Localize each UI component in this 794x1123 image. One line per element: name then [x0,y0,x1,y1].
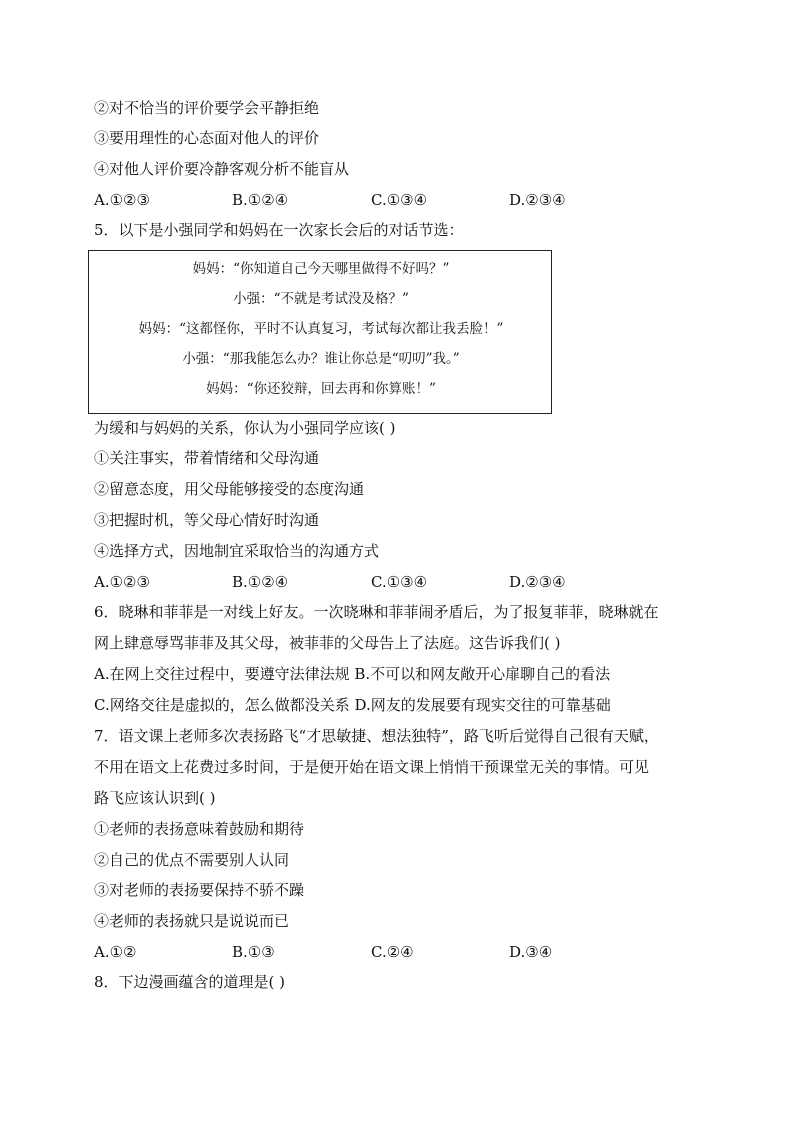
dialogue-line-4: 小强：“那我能怎么办？谁让你总是“叨叨”我。” [182,351,460,367]
q5-question: 为缓和与妈妈的关系，你认为小强同学应该( ) [94,419,396,437]
dialogue-line-5: 妈妈：“你还狡辩，回去再和你算账！” [206,381,436,397]
q4-option-b: B.①②④ [232,191,289,209]
q5-item-3: ③把握时机，等父母心情好时沟通 [94,511,320,529]
q7-option-c: C.②④ [371,943,414,961]
q5-option-b: B.①②④ [232,573,289,591]
dialogue-line-1: 妈妈：“你知道自己今天哪里做得不好吗？” [192,261,450,277]
q4-item-3: ③要用理性的心态面对他人的评价 [94,129,320,147]
q4-option-c: C.①③④ [371,191,428,209]
q5-item-4: ④选择方式，因地制宜采取恰当的沟通方式 [94,542,380,560]
q4-option-a: A.①②③ [94,191,150,209]
q6-stem-line-1: 6．晓琳和菲菲是一对线上好友。一次晓琳和菲菲闹矛盾后，为了报复菲菲，晓琳就在 [94,603,659,621]
q7-stem-line-2: 不用在语文上花费过多时间，于是便开始在语文课上悄悄干预课堂无关的事情。可见 [94,758,650,776]
q5-stem: 5．以下是小强同学和妈妈在一次家长会后的对话节选： [94,221,464,239]
q7-item-1: ①老师的表扬意味着鼓励和期待 [94,820,305,838]
q7-item-2: ②自己的优点不需要别人认同 [94,851,290,869]
q5-item-2: ②留意态度，用父母能够接受的态度沟通 [94,480,365,498]
dialogue-line-3: 妈妈：“这都怪你，平时不认真复习，考试每次都让我丢脸！” [138,321,504,337]
q4-item-4: ④对他人评价要冷静客观分析不能盲从 [94,160,350,178]
q7-option-b: B.①③ [232,943,275,961]
q7-stem-line-3: 路飞应该认识到( ) [94,789,216,807]
q6-option-line-1: A.在网上交往过程中，要遵守法律法规 B.不可以和网友敞开心扉聊自己的看法 [94,665,611,683]
q8-stem: 8．下边漫画蕴含的道理是( ) [94,973,286,991]
q5-item-1: ①关注事实，带着情绪和父母沟通 [94,449,320,467]
q6-option-line-2: C.网络交往是虚拟的，怎么做都没关系 D.网友的发展要有现实交往的可靠基础 [94,696,611,714]
dialogue-line-2: 小强：“不就是考试没及格？” [233,291,409,307]
q5-option-d: D.②③④ [509,573,566,591]
q6-stem-line-2: 网上肆意辱骂菲菲及其父母，被菲菲的父母告上了法庭。这告诉我们( ) [94,634,561,652]
q7-item-4: ④老师的表扬就只是说说而已 [94,912,290,930]
q5-option-c: C.①③④ [371,573,428,591]
q7-option-d: D.③④ [509,943,553,961]
q5-dialogue-box [88,250,552,414]
q4-option-d: D.②③④ [509,191,566,209]
q7-item-3: ③对老师的表扬要保持不骄不躁 [94,881,305,899]
q4-item-2: ②对不恰当的评价要学会平静拒绝 [94,99,320,117]
q5-option-a: A.①②③ [94,573,150,591]
q7-stem-line-1: 7．语文课上老师多次表扬路飞“才思敏捷、想法独特”，路飞听后觉得自己很有天赋， [94,727,659,745]
q7-option-a: A.①② [94,943,137,961]
